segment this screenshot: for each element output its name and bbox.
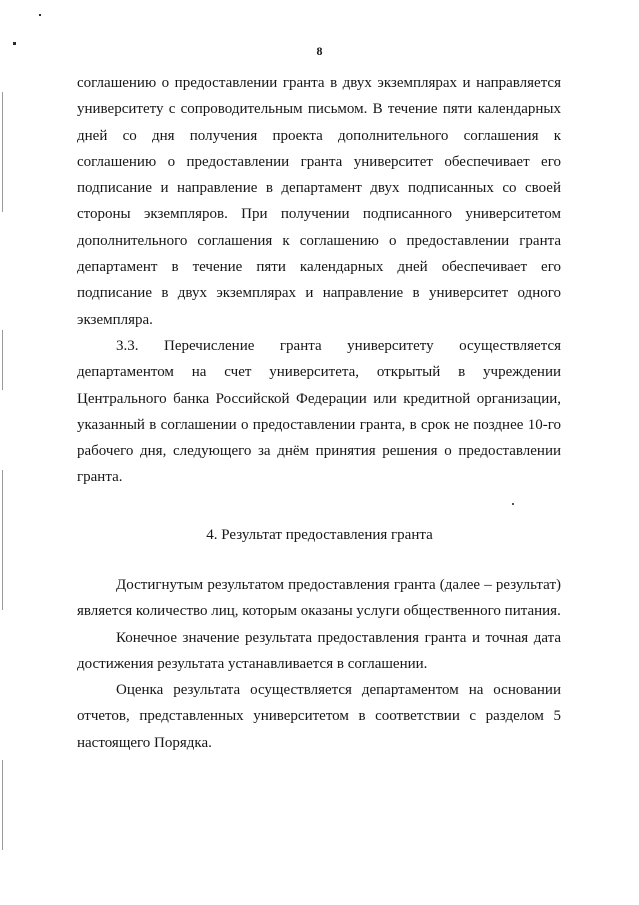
paragraph-result-definition: Достигнутым результатом предоставления гранта (далее – результат) является количество лиц, которым оказаны услуги общественного питания. [77, 577, 561, 620]
section-heading: 4. Результат предоставления гранта [206, 527, 433, 543]
paragraph-result-final-value: Конечное значение результата предоставления гранта и точная дата достижения результата устанавливается в соглашении. [77, 629, 561, 672]
section-3-continuation [77, 70, 561, 491]
scan-edge-mark [2, 330, 3, 390]
scan-speck [512, 503, 514, 505]
page-number: 8 [316, 44, 323, 58]
section-4-body [77, 572, 561, 756]
scan-edge-mark [2, 760, 3, 850]
paragraph-result-evaluation: Оценка результата осуществляется департаментом на основании отчетов, представленных университетом в соответствии с разделом 5 настоящего Порядка. [77, 682, 561, 751]
scan-edge-mark [2, 92, 3, 212]
paragraph-3-3: 3.3. Перечисление гранта университету осуществляется департаментом на счет университета, открытый в учреждении Центрального банка Российской Федерации или кредитной организации, указанный в соглашении о предоставлении гранта, в срок не позднее 10-го рабочего дня, следующего за днём принятия решения о предоставлении гранта. [77, 337, 561, 486]
paragraph-continued: соглашению о предоставлении гранта в двух экземплярах и направляется университету с сопроводительным письмом. В течение пяти календарных дней со дня получения проекта дополнительного соглашения к соглашению о предоставлении гранта университет обеспечивает его подписание и направление в департамент двух подписанных со своей стороны экземпляров. При получении подписанного университетом дополнительного соглашения к соглашению о предоставлении гранта департамент в течение пяти календарных дней обеспечивает его подписание в двух экземплярах и направление в университет одного экземпляра. [77, 75, 561, 328]
scan-speck [39, 14, 41, 16]
